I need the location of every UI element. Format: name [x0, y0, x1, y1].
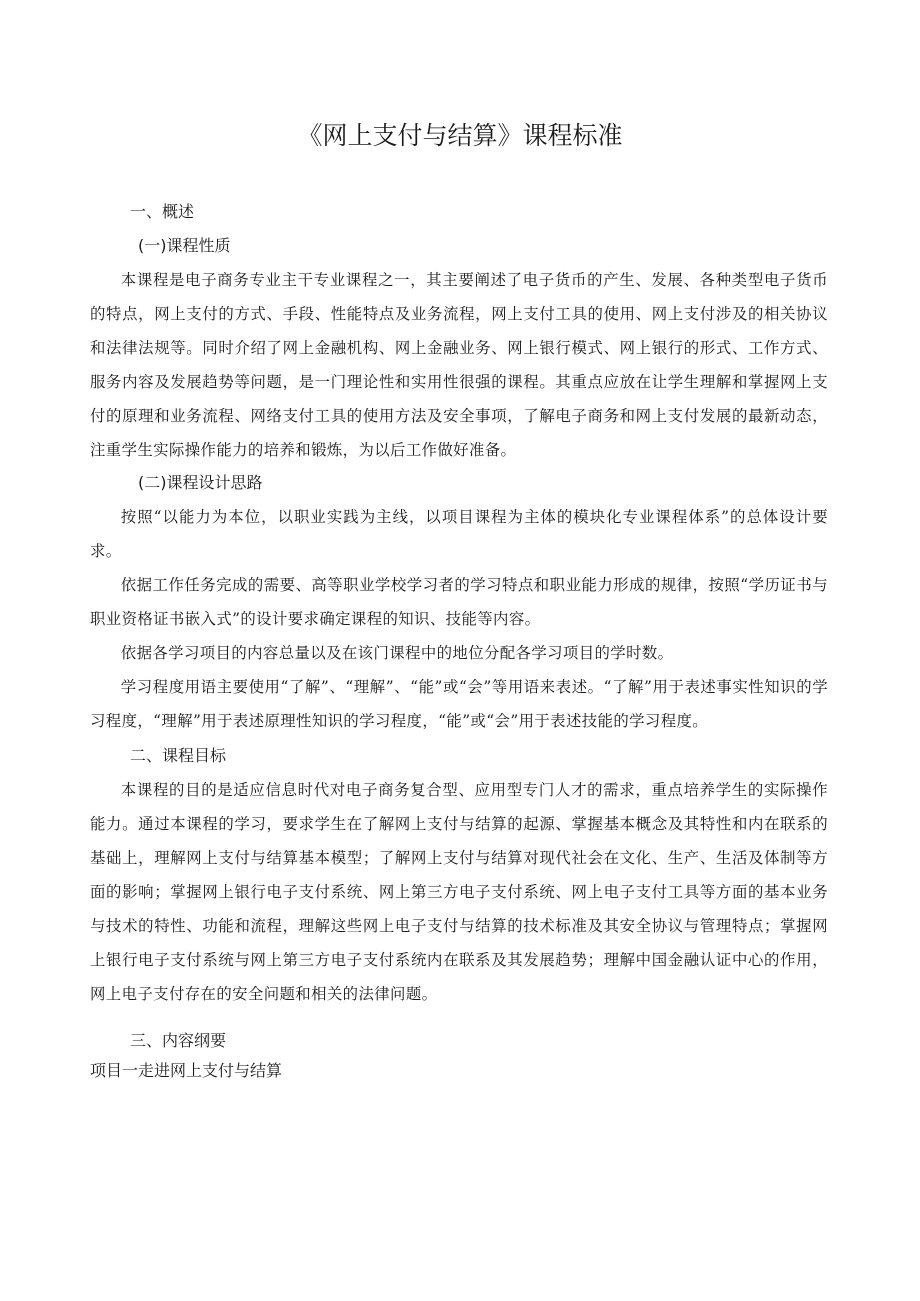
section-heading-course-goals: 二、课程目标	[130, 746, 227, 765]
paragraph-design-4: 学习程度用语主要使用“了解”、“理解”、“能”或“会”等用语来表述。“了解”用于表述事实性知识的学习程度，“理解”用于表述原理性知识的学习程度，“能”或“会”用于表述技能的学习程度。	[90, 678, 828, 730]
paragraph-course-nature: 本课程是电子商务专业主干专业课程之一，其主要阐述了电子货币的产生、发展、各种类型电子货币的特点，网上支付的方式、手段、性能特点及业务流程，网上支付工具的使用、网上支付涉及的相关协议和法律法规等。同时介绍了网上金融机构、网上金融业务、网上银行模式、网上银行的形式、工作方式、服务内容及发展趋势等问题，是一门理论性和实用性很强的课程。其重点应放在让学生理解和掌握网上支付的原理和业务流程、网络支付工具的使用方法及安全事项，了解电子商务和网上支付发展的最新动态，注重学生实际操作能力的培养和锻炼，为以后工作做好准备。	[90, 271, 828, 459]
section-heading-overview: 一、概述	[130, 202, 195, 221]
paragraph-design-2: 依据工作任务完成的需要、高等职业学校学习者的学习特点和职业能力形成的规律，按照“学历证书与职业资格证书嵌入式”的设计要求确定课程的知识、技能等内容。	[90, 576, 828, 628]
paragraph-design-3: 依据各学习项目的内容总量以及在该门课程中的地位分配各学习项目的学时数。	[120, 644, 674, 662]
paragraph-design-1: 按照“以能力为本位，以职业实践为主线，以项目课程为主体的模块化专业课程体系”的总体设计要求。	[90, 508, 828, 560]
project-heading-1: 项目一走进网上支付与结算	[90, 1061, 283, 1080]
paragraph-course-goals: 本课程的目的是适应信息时代对电子商务复合型、应用型专门人才的需求，重点培养学生的实际操作能力。通过本课程的学习，要求学生在了解网上支付与结算的起源、掌握基本概念及其特性和内在联系的基础上，理解网上支付与结算基本模型；了解网上支付与结算对现代社会在文化、生产、生活及体制等方面的影响；掌握网上银行电子支付系统、网上第三方电子支付系统、网上电子支付工具等方面的基本业务与技术的特性、功能和流程，理解这些网上电子支付与结算的技术标准及其安全协议与管理特点；掌握网上银行电子支付系统与网上第三方电子支付系统内在联系及其发展趋势；理解中国金融认证中心的作用，网上电子支付存在的安全问题和相关的法律问题。	[90, 781, 828, 1003]
subsection-heading-design-thinking: (二)课程设计思路	[138, 473, 263, 492]
document-body	[90, 200, 828, 1083]
document-title: 《网上支付与结算》课程标准	[297, 121, 623, 150]
section-heading-content-outline: 三、内容纲要	[130, 1031, 227, 1050]
subsection-heading-course-nature: (一)课程性质	[138, 236, 231, 255]
